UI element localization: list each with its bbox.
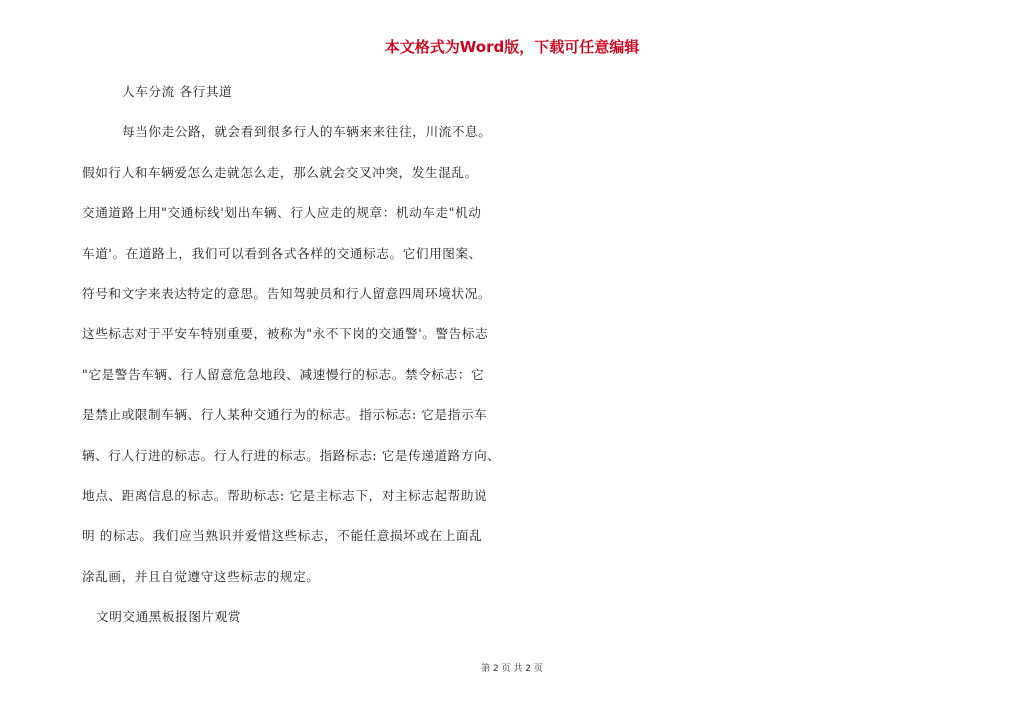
paragraph-line: "它是警告车辆、行人留意危急地段、减速慢行的标志。禁令标志：它 <box>82 366 485 382</box>
paragraph-line: 明 的标志。我们应当熟识并爱惜这些标志，不能任意损坏或在上面乱 <box>82 528 483 544</box>
paragraph-line: 地点、距离信息的标志。帮助标志: 它是主标志下，对主标志起帮助说 <box>82 487 488 503</box>
paragraph-line: 符号和文字来表达特定的意思。告知驾驶员和行人留意四周环境状况。 <box>82 285 492 301</box>
paragraph-line: 辆、行人行进的标志。行人行进的标志。指路标志: 它是传递道路方向、 <box>82 447 501 463</box>
paragraph-line: 假如行人和车辆爱怎么走就怎么走，那么就会交叉冲突，发生混乱。 <box>82 164 478 180</box>
paragraph-line: 车道'。在道路上，我们可以看到各式各样的交通标志。它们用图案、 <box>82 245 482 261</box>
page-number-footer: 第 2 页 共 2 页 <box>481 664 543 674</box>
paragraph-line: 涂乱画，并且自觉遵守这些标志的规定。 <box>82 568 320 584</box>
paragraph-line: 每当你走公路，就会看到很多行人的车辆来来往往，川流不息。 <box>122 124 492 140</box>
paragraph-line: 交通道路上用"交通标线'划出车辆、行人应走的规章：机动车走"机动 <box>82 205 482 221</box>
paragraph-line: 这些标志对于平安车特别重要，被称为"永不下岗的交通警'。警告标志 <box>82 326 489 342</box>
document-body <box>82 82 522 647</box>
closing-line: 文明交通黑板报图片观赏 <box>96 609 242 625</box>
document-title: 人车分流 各行其道 <box>122 84 233 99</box>
paragraph-line: 是禁止或限制车辆、行人某种交通行为的标志。指示标志: 它是指示车 <box>82 407 488 423</box>
page-header-banner: 本文格式为Word版，下载可任意编辑 <box>384 38 640 56</box>
